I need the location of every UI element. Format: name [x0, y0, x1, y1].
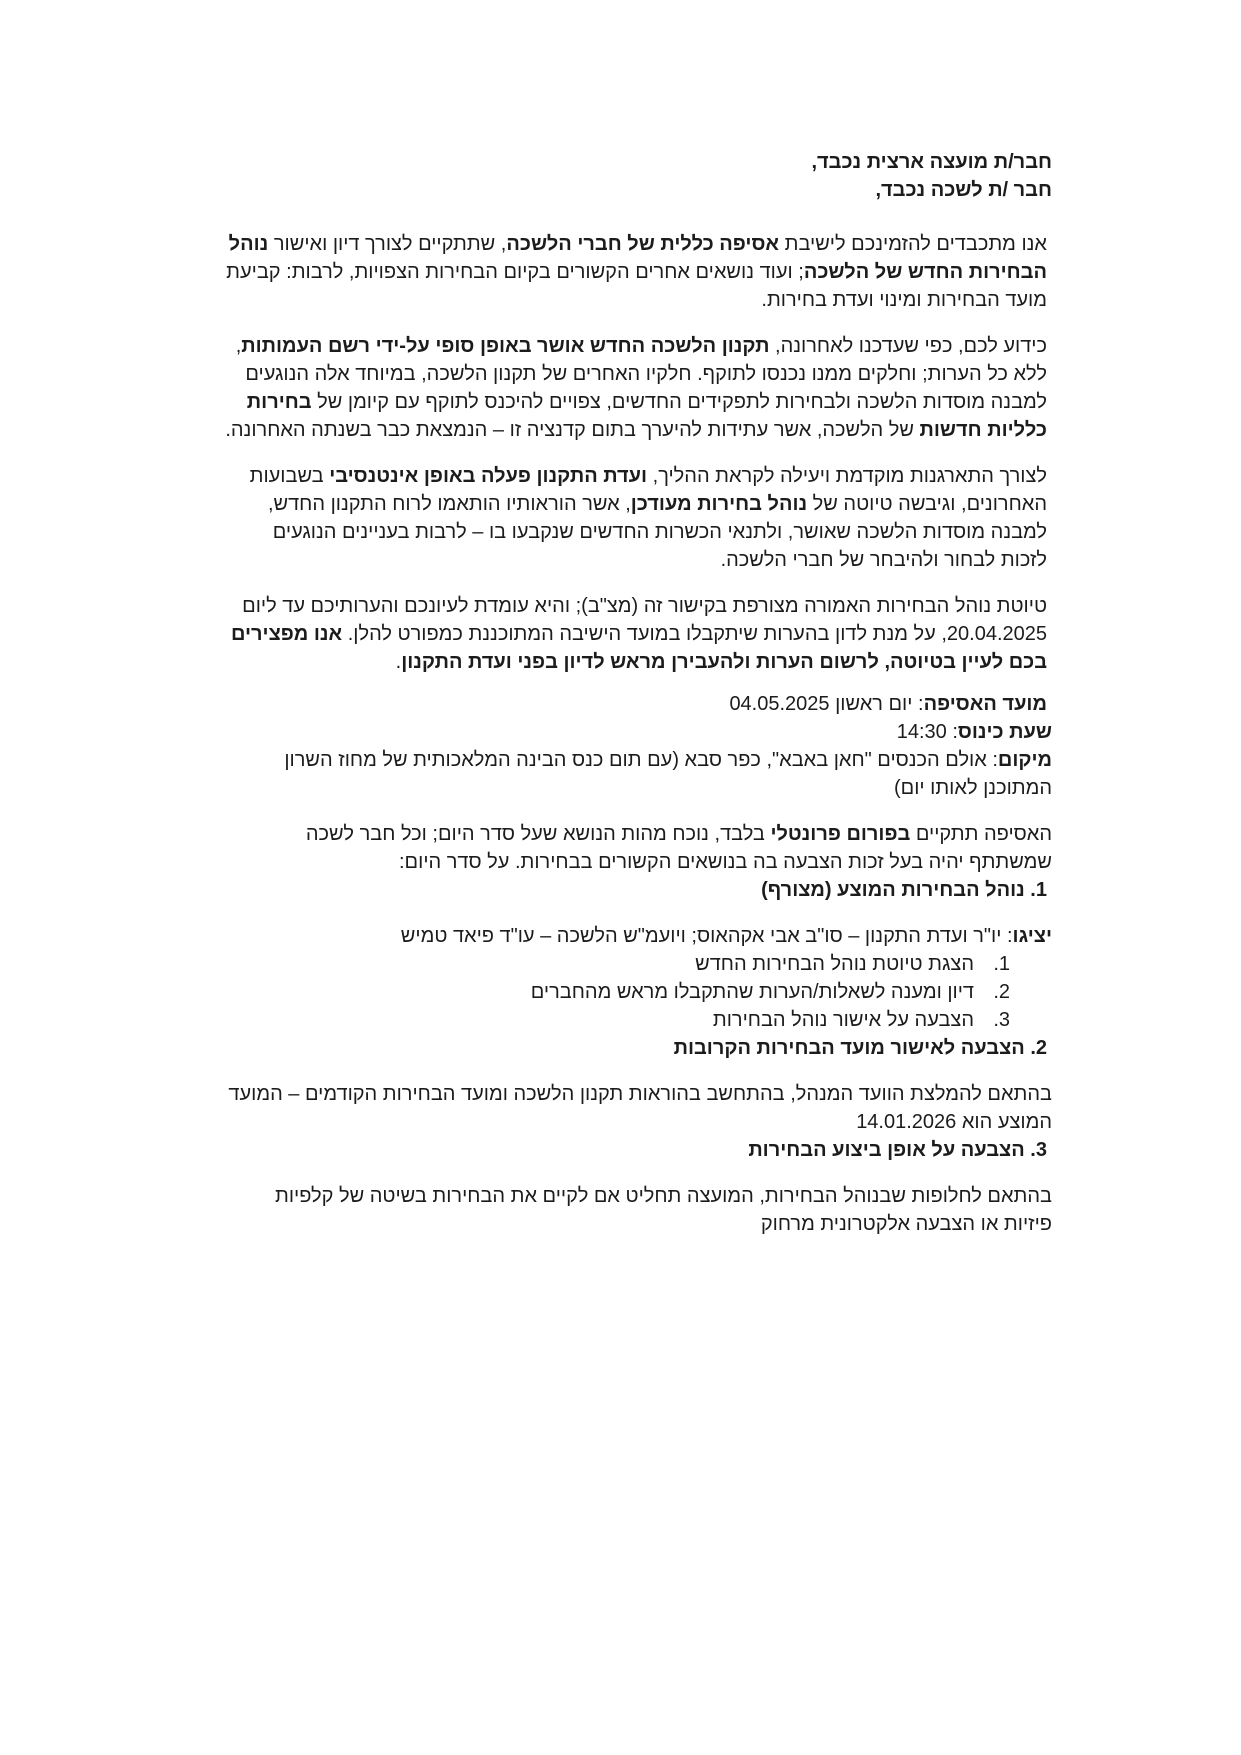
letter-page — [222, 148, 1052, 1238]
paragraph-invitation: אנו מתכבדים להזמינכם לישיבת אסיפה כללית של חברי הלשכה, שתתקיים לצורך דיון ואישור נוהל הבחירות החדש של הלשכה; ועוד נושאים אחרים הקשורים בקיום הבחירות הצפויות, לרבות: קביעת מועד הבחירות ומינוי ועדת בחירות. — [226, 233, 1047, 311]
agenda-presenters: יציגו: יו"ר ועדת התקנון – סו"ב אבי אקהאוס; ויועמ"ש הלשכה – עו"ד פיאד טמיש — [400, 925, 1052, 947]
agenda-subitem: 2.דיון ומענה לשאלות/הערות שהתקבלו מראש מהחברים — [530, 981, 1010, 1003]
paragraph-committee-work: לצורך התארגנות מוקדמת ויעילה לקראת ההליך, ועדת התקנון פעלה באופן אינטנסיבי בשבועות האחרונים, וגיבשה טיוטה של נוהל בחירות מעודכן, אשר הוראותיו הותאמו לרוח התקנון החדש, למבנה מוסדות הלשכה שאושר, ולתנאי הכשרות החדשים שנקבעו בו – לרבות בעניינים הנוגעים לזכות לבחור ולהיבחר של חברי הלשכה. — [249, 465, 1047, 571]
paragraph-forum: האסיפה תתקיים בפורום פרונטלי בלבד, נוכח מהות הנושא שעל סדר היום; וכל חבר לשכה שמשתתף יהיה בעל זכות הצבעה בה בנושאים הקשורים בבחירות. על סדר היום: — [305, 823, 1052, 873]
paragraph-bylaws-update: כידוע לכם, כפי שעדכנו לאחרונה, תקנון הלשכה החדש אושר באופן סופי על-ידי רשם העמותות, ללא כל הערות; וחלקים ממנו נכנסו לתוקף. חלקיו האחרים של תקנון הלשכה, במיוחד אלה הנוגעים למבנה מוסדות הלשכה ולבחירות לתפקידים החדשים, צפויים להיכנס לתוקף עם קיומן של בחירות כלליות חדשות של הלשכה, אשר עתידות להיערך בתום קדנציה זו – הנמצאת כבר בשנתה האחרונה. — [225, 335, 1047, 441]
salutation-member: חבר /ת לשכה נכבד, — [875, 179, 1052, 201]
salutation-council: חבר/ת מועצה ארצית נכבד, — [811, 151, 1052, 173]
agenda-subitem: 3.הצבעה על אישור נוהל הבחירות — [712, 1009, 1010, 1031]
agenda-item-2-heading: 2. הצבעה לאישור מועד הבחירות הקרובות — [673, 1037, 1047, 1059]
agenda-item-1-heading: 1. נוהל הבחירות המוצע (מצורף) — [761, 879, 1047, 901]
agenda-item-3-heading: 3. הצבעה על אופן ביצוע הבחירות — [748, 1139, 1047, 1161]
agenda-subitem: 1.הצגת טיוטת נוהל הבחירות החדש — [695, 953, 1010, 975]
meeting-date: מועד האסיפה: יום ראשון 04.05.2025 — [729, 693, 1047, 715]
meeting-time: שעת כינוס: 14:30 — [896, 721, 1052, 743]
meeting-location: מיקום: אולם הכנסים "חאן באבא", כפר סבא (עם תום כנס הבינה המלאכותית של מחוז השרון המתוכנן לאותו יום) — [284, 749, 1052, 799]
agenda-item-3-text: בהתאם לחלופות שבנוהל הבחירות, המועצה תחליט אם לקיים את הבחירות בשיטה של קלפיות פיזיות או הצבעה אלקטרונית מרחוק — [275, 1185, 1052, 1235]
agenda-item-2-text: בהתאם להמלצת הוועד המנהל, בהתחשב בהוראות תקנון הלשכה ומועד הבחירות הקודמים – המועד המוצע הוא 14.01.2026 — [228, 1083, 1052, 1133]
paragraph-draft-review: טיוטת נוהל הבחירות האמורה מצורפת בקישור זה (מצ"ב); והיא עומדת לעיונכם והערותיכם עד ליום 20.04.2025, על מנת לדון בהערות שיתקבלו במועד הישיבה המתוכננת כמפורט להלן. אנו מפצירים בכם לעיין בטיוטה, לרשום הערות ולהעבירן מראש לדיון בפני ועדת התקנון. — [230, 595, 1047, 673]
